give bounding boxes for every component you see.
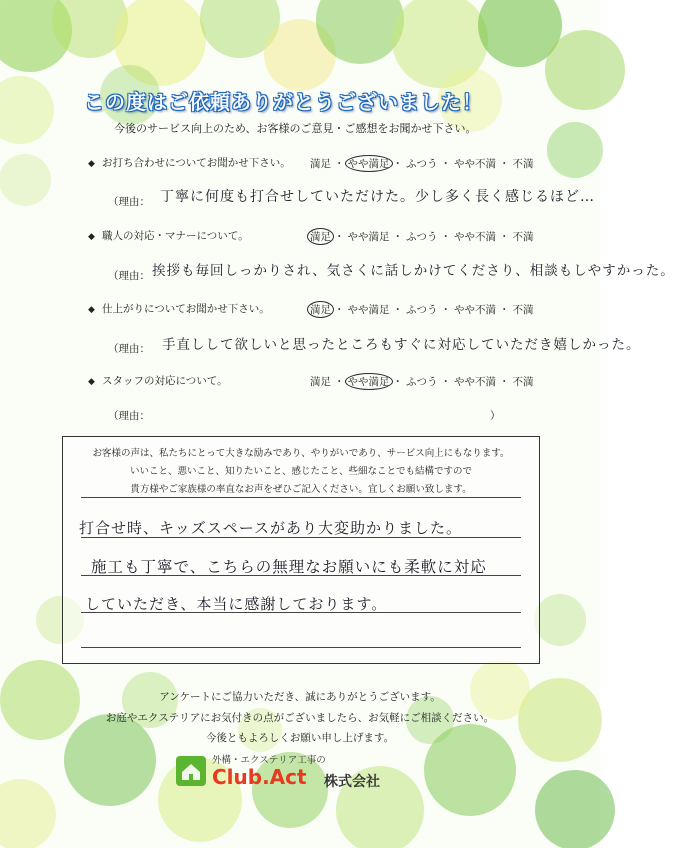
- question-4: [88, 373, 228, 388]
- rating-option[interactable]: ふつう: [406, 231, 438, 243]
- ruled-line: [81, 647, 521, 648]
- option-separator: ・: [440, 158, 451, 170]
- rating-option[interactable]: ふつう: [406, 158, 438, 170]
- reason-label: （理由：: [108, 343, 150, 355]
- question-2: [88, 228, 249, 243]
- diamond-bullet-icon: ◆: [88, 305, 95, 315]
- reason-3: [108, 341, 150, 356]
- rating-option[interactable]: 満足: [310, 376, 331, 388]
- reason-2-handwriting: 挨拶も毎回しっかりされ、気さくに話しかけてくださり、相談もしやすかった。: [152, 263, 675, 279]
- house-leaf-icon-shape: [176, 756, 206, 786]
- reason-label: （理由：: [108, 410, 150, 422]
- question-3: [88, 301, 270, 316]
- decorative-bubble: [535, 770, 615, 848]
- logo-brand: Club.Act: [212, 765, 307, 789]
- question-4-text: スタッフの対応について。: [102, 375, 228, 387]
- survey-intro: 今後のサービス向上のため、お客様のご意見・ご感想をお聞かせ下さい。: [114, 122, 477, 135]
- decorative-bubble: [545, 30, 625, 110]
- rating-scale-2: [310, 229, 534, 244]
- logo-company: 株式会社: [324, 774, 380, 790]
- rating-option[interactable]: やや満足: [345, 155, 393, 172]
- decorative-bubble: [0, 154, 51, 206]
- question-3-text: 仕上がりについてお聞かせ下さい。: [102, 303, 270, 315]
- option-separator: ・: [392, 376, 403, 388]
- rating-option[interactable]: やや満足: [347, 304, 390, 316]
- reason-4-close: ）: [490, 410, 501, 422]
- rating-option[interactable]: 満足: [307, 228, 334, 245]
- footer-closing: 今後ともよろしくお願い申し上げます。: [205, 732, 395, 744]
- comment-instruction-3: 貴方様やご家族様の率直なお声をぜひご記入ください。宜しくお願い致します。: [130, 484, 472, 495]
- option-separator: ・: [334, 158, 345, 170]
- rating-option[interactable]: 不満: [512, 231, 534, 243]
- footer-thanks: アンケートにご協力いただき、誠にありがとうございます。: [159, 691, 441, 703]
- page-title: この度はご依頼ありがとうございました！: [84, 90, 483, 114]
- rating-option[interactable]: ふつう: [406, 376, 438, 388]
- diamond-bullet-icon: ◆: [88, 232, 95, 242]
- question-2-text: 職人の対応・マナーについて。: [102, 230, 249, 242]
- rating-option[interactable]: やや不満: [454, 158, 496, 170]
- option-separator: ・: [392, 158, 403, 170]
- reason-4: [108, 408, 150, 423]
- rating-option[interactable]: 不満: [512, 158, 534, 170]
- decorative-bubble: [0, 779, 56, 848]
- comment-handwriting-2: 施工も丁寧で、こちらの無理なお願いにも柔軟に対応: [91, 558, 487, 576]
- reason-3-handwriting: 手直しして欲しいと思ったところもすぐに対応していただき嬉しかった。: [162, 337, 641, 353]
- option-separator: ・: [440, 304, 451, 316]
- rating-scale-4: [310, 374, 534, 389]
- footer-consult: お庭やエクステリアにお気付きの点がございましたら、お気軽にご相談ください。: [105, 712, 495, 724]
- option-separator: ・: [392, 304, 403, 316]
- decorative-bubble: [0, 76, 54, 144]
- diamond-bullet-icon: ◆: [88, 159, 95, 169]
- logo-subtitle: 外構・エクステリア工事の: [212, 755, 326, 766]
- option-separator: ・: [499, 304, 510, 316]
- rating-option[interactable]: やや満足: [345, 373, 393, 390]
- option-separator: ・: [440, 231, 451, 243]
- reason-label: （理由：: [108, 196, 150, 208]
- comment-handwriting-3: していただき、本当に感謝しております。: [85, 595, 388, 613]
- rating-option[interactable]: 満足: [307, 301, 334, 318]
- option-separator: ・: [499, 158, 510, 170]
- option-separator: ・: [334, 376, 345, 388]
- ruled-line: [81, 497, 521, 498]
- rating-option[interactable]: 満足: [310, 158, 331, 170]
- reason-1: [108, 194, 150, 209]
- option-separator: ・: [392, 231, 403, 243]
- option-separator: ・: [334, 304, 345, 316]
- house-leaf-icon: [176, 756, 206, 786]
- rating-option[interactable]: 不満: [512, 304, 534, 316]
- reason-label: （理由：: [108, 270, 150, 282]
- rating-option[interactable]: やや不満: [454, 376, 496, 388]
- rating-scale-1: [310, 156, 534, 171]
- decorative-bubble: [534, 594, 586, 646]
- rating-scale-3: [310, 302, 534, 317]
- decorative-bubble: [64, 714, 156, 806]
- comment-handwriting-1: 打合せ時、キッズスペースがあり大変助かりました。: [79, 519, 462, 537]
- question-1-text: お打ち合わせについてお聞かせ下さい。: [102, 157, 291, 169]
- comment-instruction-2: いいこと、悪いこと、知りたいこと、感じたこと、些細なことでも結構ですので: [129, 466, 472, 477]
- rating-option[interactable]: ふつう: [406, 304, 438, 316]
- reason-2: [108, 268, 150, 283]
- rating-option[interactable]: 不満: [512, 376, 534, 388]
- option-separator: ・: [440, 376, 451, 388]
- diamond-bullet-icon: ◆: [88, 377, 95, 387]
- option-separator: ・: [499, 231, 510, 243]
- reason-1-handwriting: 丁寧に何度も打合せしていただけた。少し多く長く感じるほど…: [160, 189, 595, 205]
- comment-instruction-1: お客様の声は、私たちにとって大きな励みであり、やりがいであり、サービス向上にもなります。: [92, 448, 510, 459]
- decorative-bubble: [547, 122, 603, 178]
- rating-option[interactable]: やや満足: [347, 231, 390, 243]
- company-logo: [176, 752, 426, 796]
- comment-box: [62, 436, 540, 664]
- question-1: [88, 155, 291, 170]
- option-separator: ・: [499, 376, 510, 388]
- rating-option[interactable]: やや不満: [454, 304, 496, 316]
- rating-option[interactable]: やや不満: [454, 231, 496, 243]
- option-separator: ・: [334, 231, 345, 243]
